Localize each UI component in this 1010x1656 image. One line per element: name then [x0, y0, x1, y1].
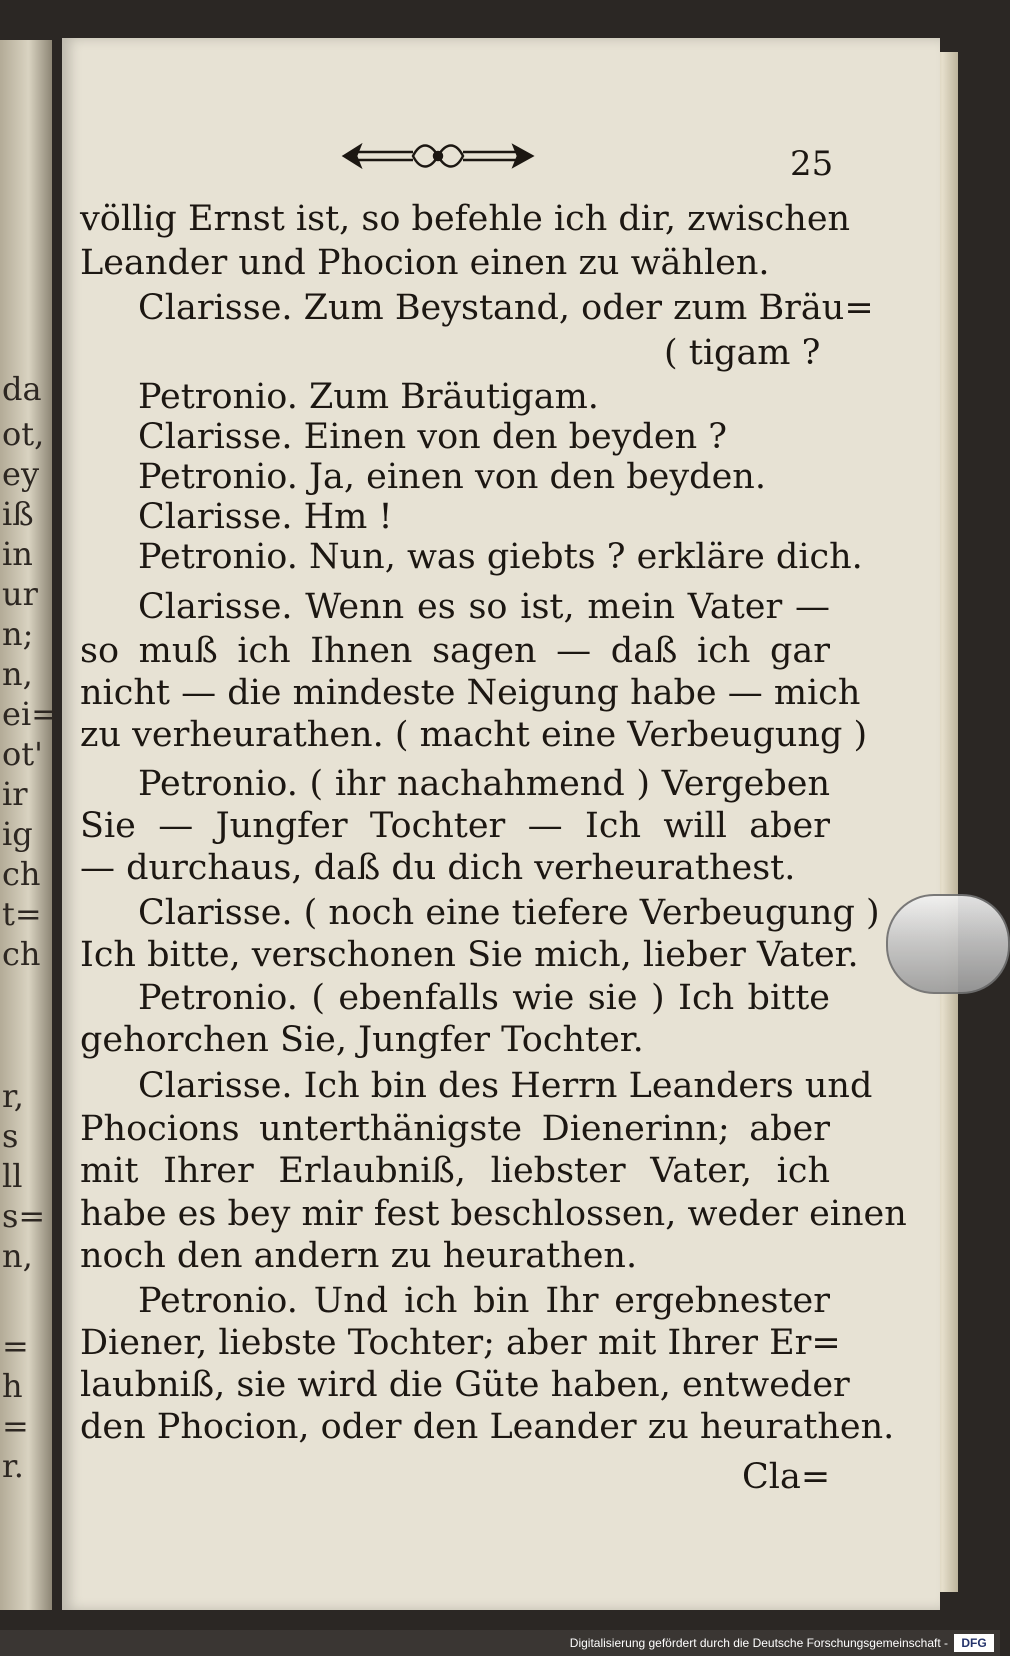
text-line: Clarisse. Hm ! — [138, 497, 393, 537]
text-line: Petronio. Und ich bin Ihr ergebnester — [138, 1281, 830, 1321]
text-line: Ich bitte, verschonen Sie mich, lieber Vater. — [80, 935, 859, 975]
text-line: ( tigam ? — [664, 333, 821, 373]
facing-page-fragment: ir — [2, 775, 28, 813]
facing-page-fragment: ot, — [2, 415, 45, 453]
text-line: Phocions unterthänigste Dienerinn; aber — [80, 1109, 830, 1149]
facing-page-fragment: ei= — [2, 695, 58, 733]
text-line: Clarisse. Wenn es so ist, mein Vater — — [138, 587, 830, 627]
text-line: Petronio. Nun, was giebts ? erkläre dich. — [138, 537, 863, 577]
text-line: den Phocion, oder den Leander zu heurathen. — [80, 1407, 895, 1447]
text-line: habe es bey mir fest beschlossen, weder einen — [80, 1194, 907, 1234]
text-line: Clarisse. Einen von den beyden ? — [138, 417, 728, 457]
facing-page-fragment: r, — [2, 1077, 24, 1115]
text-line: so muß ich Ihnen sagen — daß ich gar — [80, 631, 830, 671]
text-line: — durchaus, daß du dich verheurathest. — [80, 848, 796, 888]
facing-page-fragment: ig — [2, 815, 33, 853]
text-line: nicht — die mindeste Neigung habe — mich — [80, 673, 861, 713]
text-line: völlig Ernst ist, so befehle ich dir, zwischen — [80, 199, 851, 239]
facing-page-fragment: n, — [2, 655, 33, 693]
text-line: Clarisse. Ich bin des Herrn Leanders und — [138, 1066, 873, 1106]
text-line: Petronio. ( ebenfalls wie sie ) Ich bitte — [138, 978, 830, 1018]
facing-page-fragment: da — [2, 370, 42, 408]
text-line: noch den andern zu heurathen. — [80, 1236, 638, 1276]
facing-page-fragment: ur — [2, 575, 38, 613]
facing-page-fragment: s — [2, 1117, 19, 1155]
facing-page-fragment: n; — [2, 615, 34, 653]
facing-page-fragment: s= — [2, 1197, 46, 1235]
text-line: zu verheurathen. ( macht eine Verbeugung ) — [80, 715, 868, 755]
text-line: Leander und Phocion einen zu wählen. — [80, 243, 770, 283]
facing-page-fragment: ot' — [2, 735, 43, 773]
text-line: laubniß, sie wird die Güte haben, entweder — [80, 1365, 850, 1405]
text-line: Sie — Jungfer Tochter — Ich will aber — [80, 806, 830, 846]
text-line: gehorchen Sie, Jungfer Tochter. — [80, 1020, 644, 1060]
facing-page-fragment: t= — [2, 895, 42, 933]
catchword: Cla= — [742, 1457, 831, 1497]
glass-page-weight — [886, 894, 1010, 994]
text-line: Clarisse. ( noch eine tiefere Verbeugung ) — [138, 893, 880, 933]
footer-credit: Digitalisierung gefördert durch die Deutsche Forschungsgemeinschaft - — [569, 1636, 948, 1650]
text-line: Clarisse. Zum Beystand, oder zum Bräu= — [138, 288, 874, 328]
facing-page-fragment: r. — [2, 1447, 24, 1485]
facing-page-fragment: iß — [2, 495, 34, 533]
facing-page-fragment: ch — [2, 855, 41, 893]
header-ornament-icon — [338, 138, 538, 174]
text-line: mit Ihrer Erlaubniß, liebster Vater, ich — [80, 1151, 830, 1191]
facing-page-fragment: n, — [2, 1237, 33, 1275]
facing-page-fragment: ll — [2, 1157, 23, 1195]
page-number: 25 — [790, 144, 834, 184]
facing-page-fragment: ch — [2, 935, 41, 973]
footer-bar — [0, 1630, 1000, 1656]
text-line: Petronio. Ja, einen von den beyden. — [138, 457, 766, 497]
facing-page-edge — [0, 40, 58, 1610]
facing-page-fragment: ey — [2, 455, 40, 493]
dfg-logo: DFG — [954, 1634, 994, 1652]
facing-page-fragment: h — [2, 1367, 23, 1405]
text-line: Diener, liebste Tochter; aber mit Ihrer Er= — [80, 1323, 841, 1363]
text-line: Petronio. Zum Bräutigam. — [138, 377, 599, 417]
facing-page-fragment: = — [2, 1407, 29, 1445]
facing-page-fragment: = — [2, 1327, 29, 1365]
text-line: Petronio. ( ihr nachahmend ) Vergeben — [138, 764, 830, 804]
facing-page-fragment: in — [2, 535, 33, 573]
